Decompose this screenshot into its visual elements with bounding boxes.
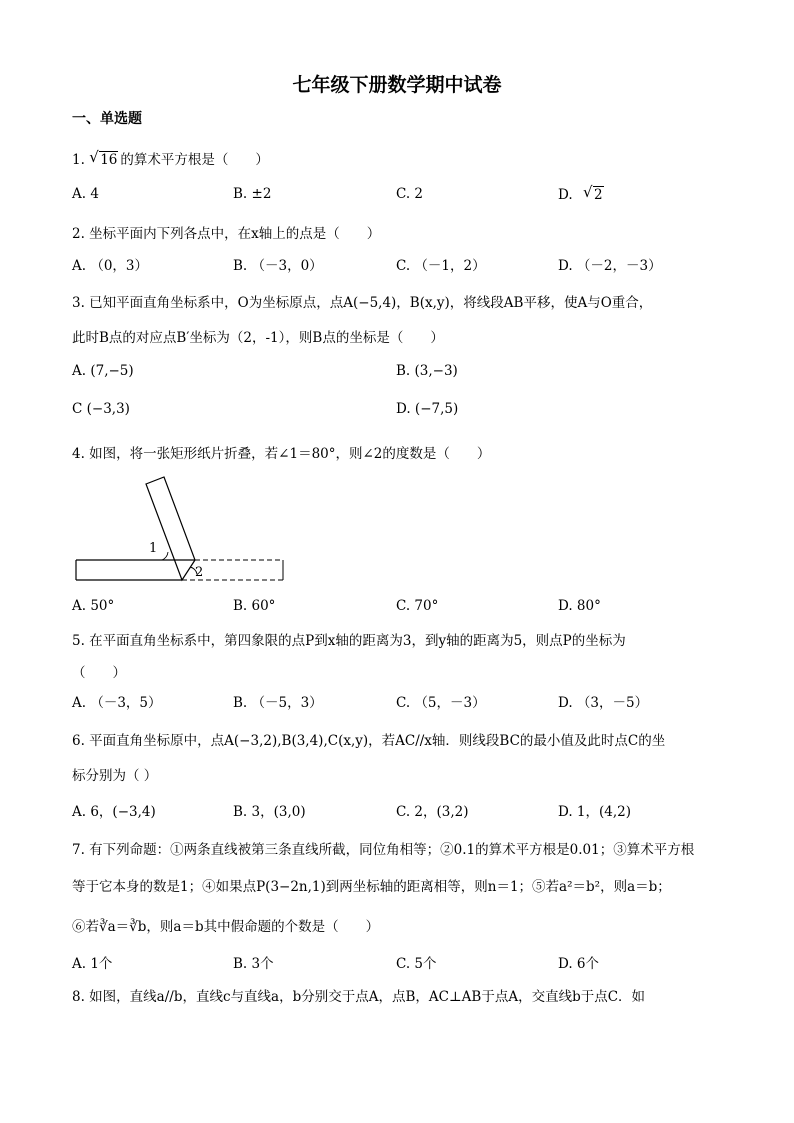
option-b: B. 3，(3,0)	[233, 804, 306, 820]
angle-1-arc	[162, 552, 168, 560]
option-c: C. 70°	[396, 598, 439, 614]
option-b: B. （－3，0）	[233, 258, 323, 274]
option-b: B. ±2	[233, 186, 272, 202]
radicand: 16	[100, 152, 118, 168]
option-b: B. 3个	[233, 956, 274, 972]
folded-flap	[146, 477, 195, 580]
question-5-line-1: 5. 在平面直角坐标系中，第四象限的点P到x轴的距离为3，到y轴的距离为5，则点P的坐标为	[72, 633, 626, 649]
option-label: D.	[558, 187, 573, 203]
option-a: A. 1个	[72, 956, 113, 972]
option-a: A. （－3，5）	[72, 695, 162, 711]
question-text: 的算术平方根是（ ）	[120, 152, 269, 168]
angle-2-label: 2	[195, 565, 204, 580]
option-b: B. （－5，3）	[233, 695, 323, 711]
option-c: C. （5，－3）	[396, 695, 486, 711]
option-b: B. (3,−3)	[396, 363, 458, 379]
question-7-line-3: ⑥若∛a＝∛b，则a＝b其中假命题的个数是（ ）	[72, 919, 380, 935]
question-number: 1.	[72, 152, 85, 168]
option-d: D. 1，(4,2)	[558, 804, 632, 820]
option-c: C. 5个	[396, 956, 437, 972]
option-d: D. 6个	[558, 956, 600, 972]
section-heading: 一、单选题	[72, 111, 142, 127]
option-d: D. 80°	[558, 598, 601, 614]
option-b: B. 60°	[233, 598, 276, 614]
option-d: D. (−7,5)	[396, 401, 459, 417]
question-2: 2. 坐标平面内下列各点中，在x轴上的点是（ ）	[72, 226, 381, 242]
radicand: 2	[593, 187, 603, 203]
option-a: A. （0，3）	[72, 258, 149, 274]
question-3-line-1: 3. 已知平面直角坐标系中，O为坐标原点，点A(−5,4)，B(x,y)，将线段AB平移，使A与O重合，	[72, 295, 653, 311]
option-c: C. （－1，2）	[396, 258, 486, 274]
page-title: 七年级下册数学期中试卷	[292, 74, 502, 96]
folded-paper-figure	[70, 472, 290, 587]
question-7-line-2: 等于它本身的数是1；④如果点P(3−2n,1)到两坐标轴的距离相等，则n＝1；⑤若a²＝b²，则a＝b；	[72, 879, 671, 895]
option-a: A. 4	[72, 186, 99, 202]
option-d: D. （3，－5）	[558, 695, 649, 711]
option-a: A. 6，(−3,4)	[72, 804, 156, 820]
question-6-line-2: 标分别为（ ）	[72, 768, 158, 784]
option-c: C. 2，(3,2)	[396, 804, 469, 820]
question-4: 4. 如图，将一张矩形纸片折叠，若∠1＝80°，则∠2的度数是（ ）	[72, 446, 491, 462]
option-c: C (−3,3)	[72, 401, 130, 417]
question-7-line-1: 7. 有下列命题：①两条直线被第三条直线所截，同位角相等；②0.1的算术平方根是0.01；③算术平方根	[72, 842, 695, 858]
question-5-line-2: （ ）	[72, 665, 126, 681]
angle-1-label: 1	[149, 541, 158, 556]
option-c: C. 2	[396, 186, 424, 202]
question-1	[72, 148, 269, 168]
question-8: 8. 如图，直线a//b，直线c与直线a，b分别交于点A，点B，AC⊥AB于点A，交直线b于点C．如	[72, 989, 646, 1005]
question-6-line-1: 6. 平面直角坐标原中，点A(−3,2),B(3,4),C(x,y)，若AC//x轴．则线段BC的最小值及此时点C的坐	[72, 733, 666, 749]
option-d	[558, 183, 606, 203]
option-a: A. (7,−5)	[72, 363, 134, 379]
sqrt-symbol: √ 2	[582, 183, 603, 203]
option-a: A. 50°	[72, 598, 115, 614]
option-d: D. （－2，－3）	[558, 258, 662, 274]
question-3-line-2: 此时B点的对应点B′坐标为（2，-1），则B点的坐标是（ ）	[72, 330, 444, 346]
sqrt-symbol: √ 16	[89, 148, 118, 168]
